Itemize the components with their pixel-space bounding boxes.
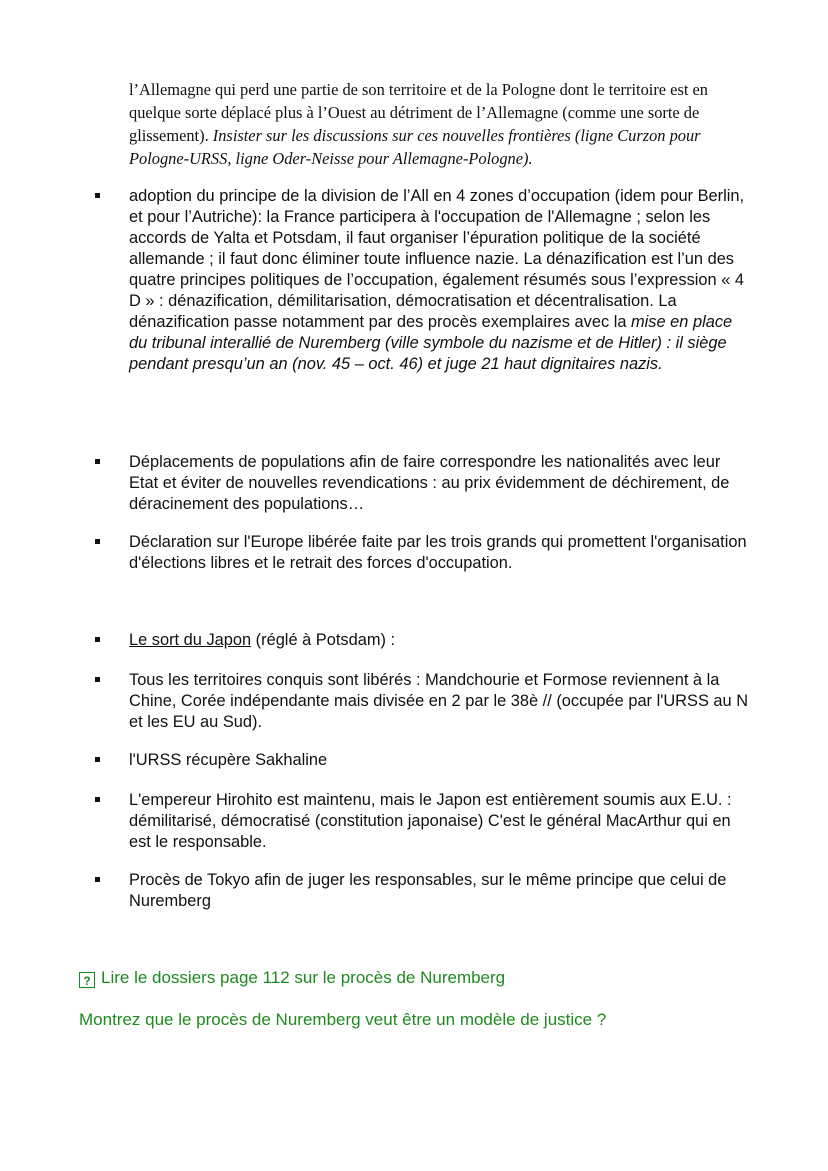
- bullet-square-icon: [95, 677, 100, 682]
- sakhaline-text: l'URSS récupère Sakhaline: [129, 751, 328, 769]
- question-icon: ?: [79, 972, 95, 988]
- bullet-square-icon: [95, 797, 100, 802]
- bullet-square-icon: [95, 539, 100, 544]
- declaration-text: Déclaration sur l'Europe libérée faite par les trois grands qui promettent l'organisation d'élections libres et le retrait des forces d'occupation.: [129, 533, 747, 572]
- tokyo-text: Procès de Tokyo afin de juger les responsables, sur le même principe que celui de Nuremberg: [129, 871, 727, 910]
- japon-rest: (réglé à Potsdam) :: [251, 631, 396, 649]
- zones-italic-text: mise en place du tribunal interallié de Nuremberg (ville symbole du nazisme et de Hitler) : il siège pendant presqu’un an (nov. 45 – oct. 46) et juge 21 haut dignitaires nazis.: [129, 313, 733, 373]
- list-item-text: [129, 630, 754, 651]
- intro-paragraph: [129, 78, 759, 170]
- bullet-square-icon: [95, 877, 100, 882]
- intro-italic-text: Insister sur les discussions sur ces nouvelles frontières (ligne Curzon pour Pologne-URSS, ligne Oder-Neisse pour Allemagne-Pologne).: [129, 126, 701, 168]
- bullet-square-icon: [95, 757, 100, 762]
- task-read-text: Lire le dossiers page 112 sur le procès de Nuremberg: [101, 968, 506, 987]
- task-question: Montrez que le procès de Nuremberg veut être un modèle de justice ?: [79, 1010, 607, 1029]
- japon-heading: Le sort du Japon: [129, 631, 252, 649]
- intro-text: l’Allemagne qui perd une partie de son territoire et de la Pologne dont le territoire est en quelque sorte déplacé plus à l’Ouest au détriment de l’Allemagne (comme une sorte de glissement).: [129, 80, 708, 145]
- bullet-square-icon: [95, 459, 100, 464]
- bullet-square-icon: [95, 193, 100, 198]
- empereur-text: L'empereur Hirohito est maintenu, mais le Japon est entièrement soumis aux E.U. : démilitarisé, démocratisé (constitution japonaise) C'est le général MacArthur qui en est le responsable.: [129, 791, 732, 851]
- task-read: [79, 968, 505, 988]
- zones-text: adoption du principe de la division de l’All en 4 zones d’occupation (idem pour Berlin, et pour l’Autriche): la France participera à l'occupation de l'Allemagne ; selon les accords de Yalta et Potsdam, il faut organiser l’épuration politique de la société allemande ; il faut donc éliminer toute influence nazie. La dénazification est l’un des quatre principes politiques de l’occupation, également résumés sous l’expression « 4 D » : dénazification, démilitarisation, démocratisation et décentralisation. La dénazification passe notamment par des procès exemplaires avec la: [129, 187, 745, 331]
- list-item-text: [129, 186, 754, 375]
- bullet-square-icon: [95, 637, 100, 642]
- populations-text: Déplacements de populations afin de faire correspondre les nationalités avec leur Etat et éviter de nouvelles revendications : au prix évidemment de déchirement, de déracinement des populations…: [129, 453, 730, 513]
- territoires-text: Tous les territoires conquis sont libérés : Mandchourie et Formose reviennent à la Chine, Corée indépendante mais divisée en 2 par le 38è // (occupée par l'URSS au N et les EU au Sud).: [129, 671, 749, 731]
